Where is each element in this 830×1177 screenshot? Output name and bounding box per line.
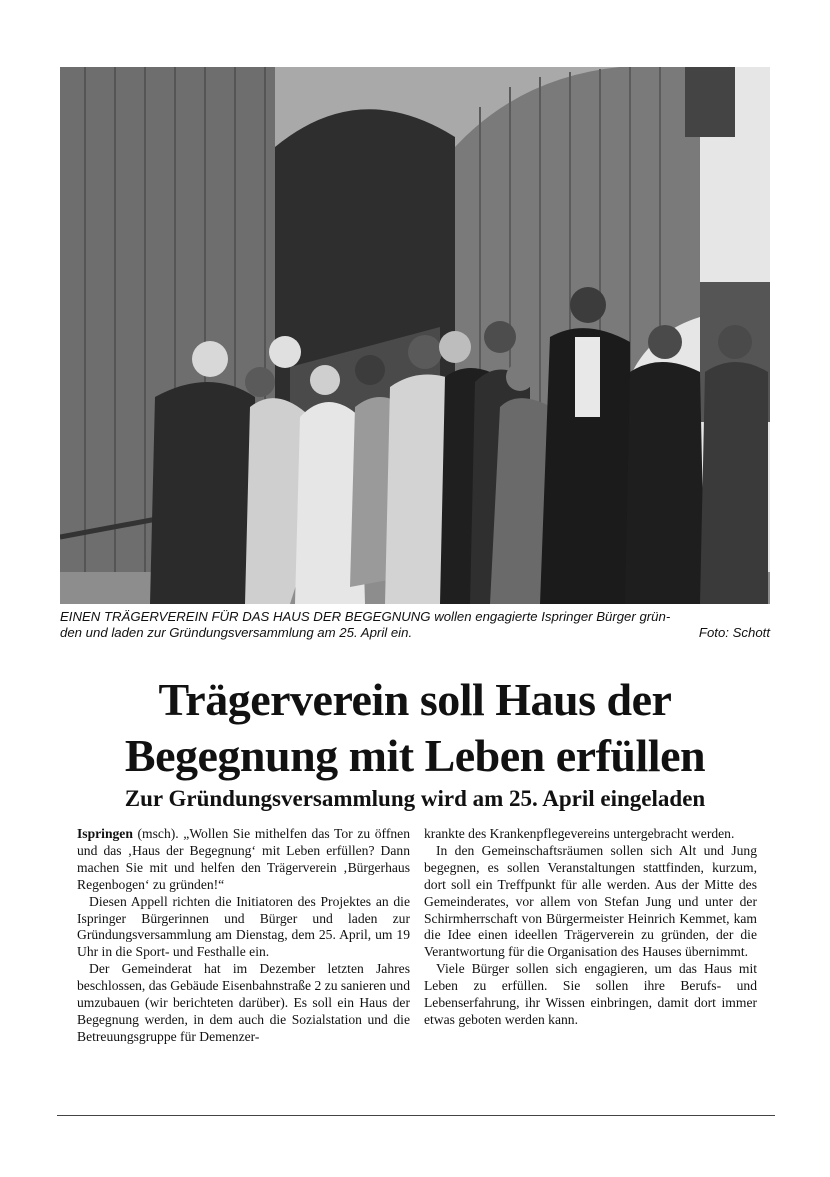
headline-line-1: Trägerverein soll Haus der [158, 674, 672, 725]
photo-caption [60, 609, 770, 641]
article-paragraph: Diesen Appell richten die Initiatoren des Projektes an die Ispringer Bürgerinnen und Bürger und laden zur Gründungsversammlung am Dienstag, dem 25. April, um 19 Uhr in die Sport- und Festhalle ein. [77, 893, 410, 960]
article-paragraph: Der Gemeinderat hat im Dezember letzten Jahres beschlossen, das Gebäude Eisenbahnstraße 2 zu sanieren und umzubauen (wir berichteten darüber). Es soll ein Haus der Begegnung werden, in dem auch die Sozialstation und die Betreuungsgruppe für Demenzer- [77, 961, 410, 1044]
caption-line-2 [60, 625, 770, 641]
subheadline: Zur Gründungsversammlung wird am 25. April eingeladen [124, 786, 706, 811]
headline-line-2: Begegnung mit Leben erfüllen [124, 730, 706, 781]
article-paragraph: krankte des Krankenpflegevereins untergebracht werden. [424, 826, 735, 841]
photo-credit: Foto: Schott [698, 625, 770, 640]
group-photo [60, 67, 770, 604]
group-photo-icon [60, 67, 770, 604]
article-paragraph [77, 826, 410, 894]
caption-lead: EINEN TRÄGERVEREIN FÜR DAS HAUS DER BEGEGNUNG [60, 609, 431, 624]
article-paragraph: In den Gemeinschaftsräumen sollen sich Alt und Jung begegnen, es sollen Veranstaltungen stattfinden, kurzum, dort soll ein Treffpunkt für alle werden. Aus der Mitte des Gemeinderates, vor allem von Stefan Jung und unter der Schirmherrschaft von Bürgermeister Heinrich Kemmet, kam die Idee einen ideellen Trägerverein zu gründen, der die Verantwortung für die Organisation des Hauses übernimmt. [424, 842, 757, 960]
article-paragraph: Viele Bürger sollen sich engagieren, um das Haus mit Leben zu erfüllen. Sie sollen ihre Berufs- und Lebenserfahrung, ihr Wissen einbringen, damit dort immer etwas geboten werden kann. [424, 961, 757, 1027]
caption-text-2: den und laden zur Gründungsversammlung am 25. April ein. [60, 625, 413, 640]
caption-rest: wollen engagierte Ispringer Bürger grün- [430, 609, 671, 624]
article-column-2 [424, 826, 757, 1116]
headline [40, 672, 790, 784]
caption-line-1 [60, 609, 770, 625]
bottom-rule [57, 1115, 775, 1116]
article-text: (msch). „Wollen Sie mithelfen das Tor zu öffnen und das ‚Haus der Begegnung‘ mit Leben erfüllen? Dann machen Sie mit und helfen den Trägerverein ‚Bürgerhaus Regenbogen‘ zu gründen!“ [77, 826, 410, 892]
article-column-1 [77, 826, 410, 1116]
dateline: Ispringen [77, 826, 133, 841]
